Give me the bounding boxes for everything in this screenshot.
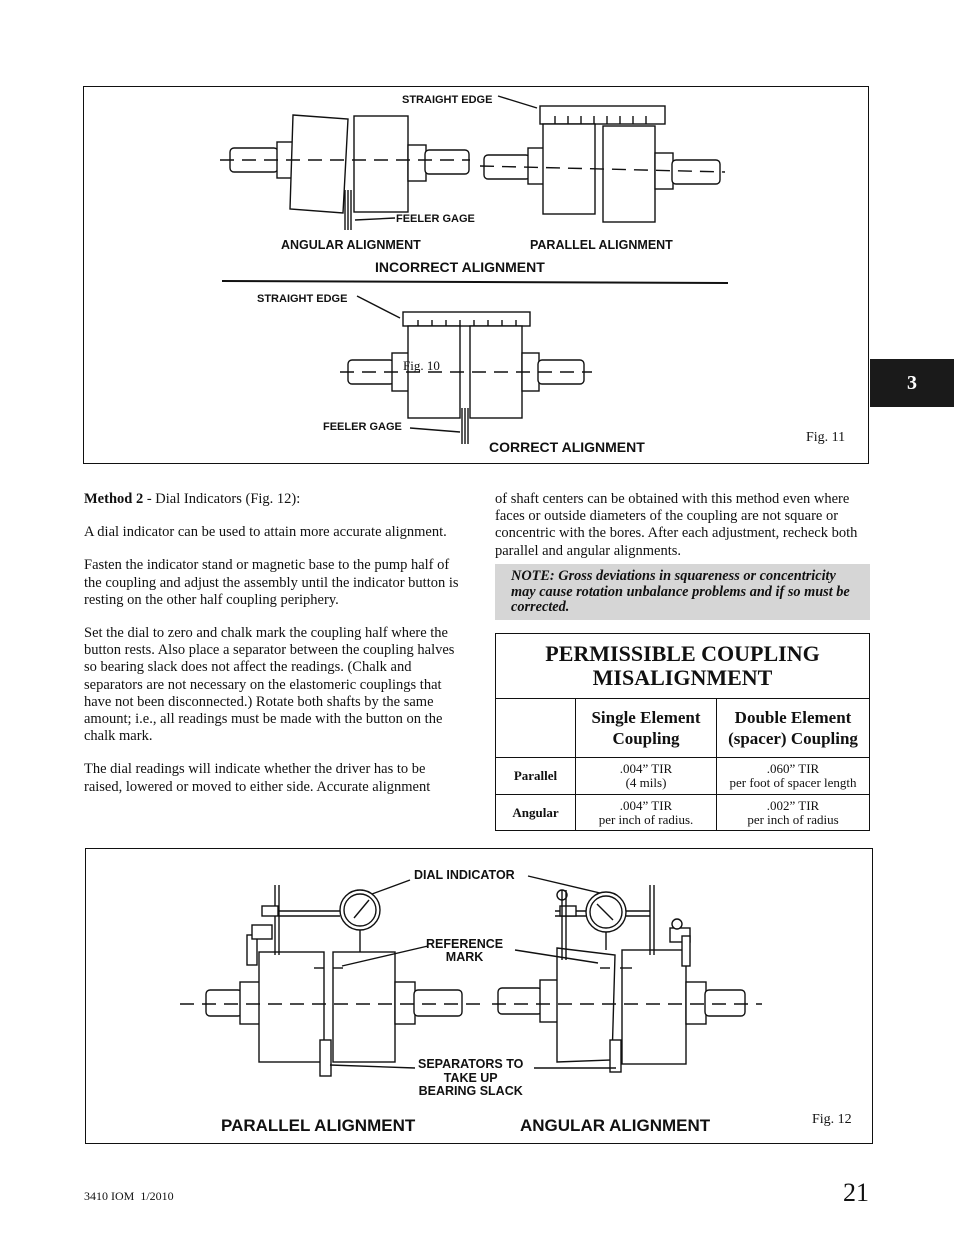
separators-line3: BEARING SLACK [418, 1084, 523, 1098]
separators-line1: SEPARATORS TO [418, 1057, 524, 1071]
paragraph-1: A dial indicator can be used to attain more accurate alignment. [84, 524, 447, 541]
paragraph-3: Set the dial to zero and chalk mark the coupling half where the button rests. Also place a separator between the coupling halves so bearing slack does not affect the readings. (Chalk and separators are not necessary on the elastomeric couplings that have not been disconnected.) Rotate both shafts by the same amount; i.e., all readings must be made with the button on the chalk mark. [84, 625, 455, 745]
table-title-line2: MISALIGNMENT [592, 665, 773, 690]
fig-11-label: Fig. 11 [806, 430, 846, 445]
parallel-alignment-label-fig12: PARALLEL ALIGNMENT [221, 1116, 416, 1135]
separators-line2: TAKE UP [443, 1070, 498, 1085]
paragraph-2: Fasten the indicator stand or magnetic base to the pump half of the coupling and adjust the assembly until the indicator button is resting on the other half coupling periphery. [84, 557, 459, 608]
col-header-single-line1: Single Element [591, 708, 701, 727]
method-heading-bold: Method 2 [84, 491, 144, 507]
fig-12-label: Fig. 12 [812, 1112, 852, 1127]
feeler-gage-label-top: FEELER GAGE [396, 213, 475, 225]
cell-value: .004” TIR [619, 797, 673, 813]
table-title-line1: PERMISSIBLE COUPLING [545, 641, 820, 666]
section-tab: 3 [870, 359, 954, 407]
cell-value: .002” TIR [766, 797, 820, 813]
straight-edge-label-top: STRAIGHT EDGE [402, 94, 493, 106]
col-header-double-line2: (spacer) Coupling [728, 729, 858, 748]
cell-unit: per inch of radius [747, 811, 839, 827]
parallel-dial-drawing [180, 885, 488, 1076]
cell-value: .060” TIR [766, 761, 820, 776]
reference-line2: MARK [445, 950, 484, 964]
col-header-single-line2: Coupling [612, 729, 680, 748]
dial-indicator-label: DIAL INDICATOR [414, 868, 515, 882]
cell-unit: (4 mils) [625, 775, 667, 790]
paragraph-4: The dial readings will indicate whether the driver has to be raised, lowered or moved to either side. Accurate alignment [84, 761, 431, 795]
paragraph-5: of shaft centers can be obtained with this method even where faces or outside diameters of the coupling are not square or concentric with the bores. After each adjustment, recheck both parallel and angular alignments. [495, 491, 858, 559]
incorrect-alignment-label: INCORRECT ALIGNMENT [375, 259, 545, 275]
footer-doc-id: 3410 IOM 1/2010 [84, 1189, 174, 1203]
row-label-angular: Angular [496, 795, 576, 831]
parallel-alignment-label: PARALLEL ALIGNMENT [530, 238, 673, 252]
angular-alignment-label-fig12: ANGULAR ALIGNMENT [520, 1116, 711, 1135]
cell-unit: per foot of spacer length [729, 775, 857, 790]
separators-label [418, 1058, 523, 1099]
note-text: NOTE: Gross deviations in squareness or concentricity may cause rotation unbalance problems and if so must be corrected. [511, 568, 850, 616]
fig10-reference: Fig. 10 [403, 358, 440, 373]
col-header-double-line1: Double Element [734, 708, 852, 727]
straight-edge-label-bottom: STRAIGHT EDGE [257, 293, 348, 305]
correct-alignment-label: CORRECT ALIGNMENT [489, 439, 645, 455]
page-number: 21 [843, 1178, 869, 1207]
method-heading-rest: - Dial Indicators (Fig. 12): [143, 491, 301, 507]
reference-mark-label [426, 938, 503, 964]
angular-dial-drawing [492, 885, 762, 1072]
feeler-gage-label-bottom: FEELER GAGE [323, 421, 402, 433]
cell-unit: per inch of radius. [598, 811, 694, 827]
cell-value: .004” TIR [619, 761, 673, 776]
reference-line1: REFERENCE [426, 937, 504, 951]
row-label-parallel: Parallel [496, 758, 576, 795]
angular-alignment-label: ANGULAR ALIGNMENT [281, 238, 421, 252]
